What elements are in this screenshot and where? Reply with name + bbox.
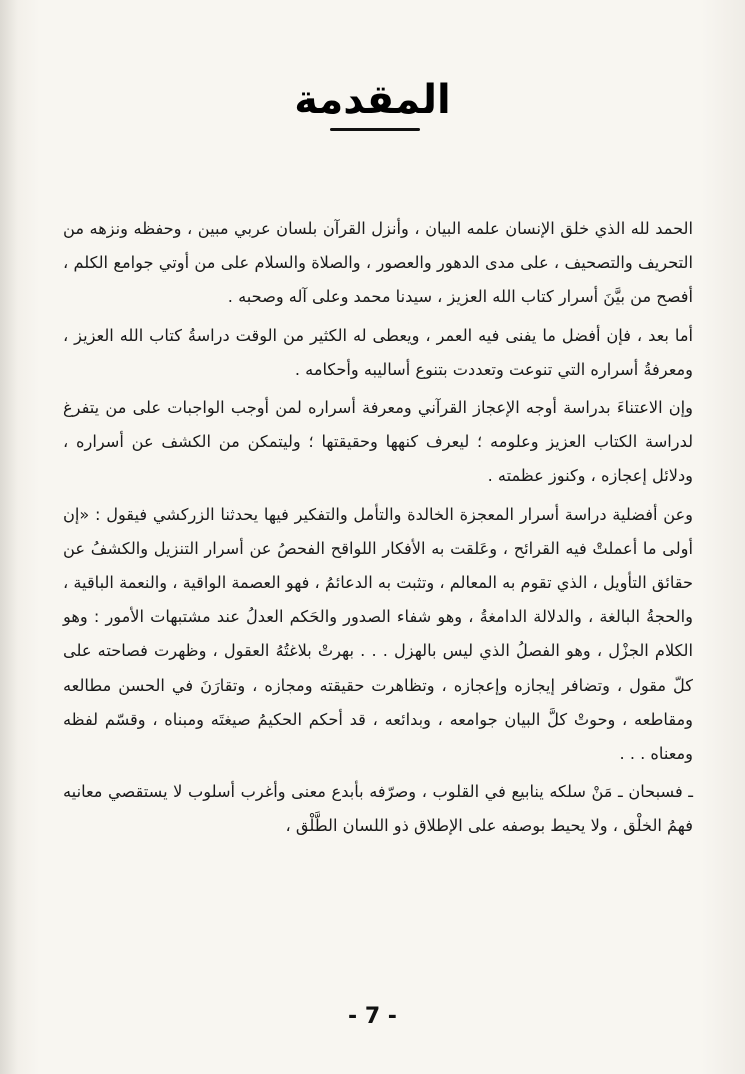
title-underline	[330, 128, 420, 131]
body-text	[63, 212, 693, 844]
paragraph-amma-baad: أما بعد ، فإن أفضل ما يفنى فيه العمر ، ويعطى له الكثير من الوقت دراسةُ كتاب الله العزيز ، ومعرفةُ أسراره التي تنوعت وتعددت بتنوع أساليبه وأحكامه .	[63, 325, 693, 379]
paragraph-ijaz: وإن الاعتناءَ بدراسة أوجه الإعجاز القرآني ومعرفة أسراره لمن أوجب الواجبات على من يتفرغ لدراسة الكتاب العزيز وعلومه ؛ ليعرف كنهها وحقيقتها ؛ وليتمكن من الكشف عن أسراره ، ودلائل إعجازه ، وكنوز عظمته .	[63, 398, 693, 486]
page-number: - 7 -	[348, 1004, 397, 1029]
paragraph-introduction: الحمد لله الذي خلق الإنسان علمه البيان ، وأنزل القرآن بلسان عربي مبين ، وحفظه ونزهه من التحريف والتصحيف ، على مدى الدهور والعصور ، والصلاة والسلام على من أوتي جوامع الكلم ، أفصح من بيَّنَ أسرار كتاب الله العزيز ، سيدنا محمد وعلى آله وصحبه .	[63, 219, 693, 307]
paragraph-zarkashi-quote: وعن أفضلية دراسة أسرار المعجزة الخالدة والتأمل والتفكير فيها يحدثنا الزركشي فيقول : «إن أولى ما أعملتْ فيه القرائح ، وعَلقت به الأفكار اللواقح الفحصُ عن أسرار التنزيل والكشفُ عن حقائق التأويل ، الذي تقوم به المعالم ، وتثبت به الدعائمُ ، فهو العصمة الواقية ، والنعمة الباقية ، والحجةُ البالغة ، والدلالة الدامغةُ ، وهو شفاء الصدور والحَكم العدلُ عند مشتبهات الأمور : وهو الكلام الجزْل ، وهو الفصلُ الذي ليس بالهزل . . . بهرتْ بلاغتُهُ العقول ، وظهرت فصاحته على كلّ مقول ، وتضافر إيجازه وإعجازه ، وتظاهرت حقيقته ومجازه ، وتقارَنَ في الحسن مطالعه ومقاطعه ، وحوتْ كلَّ البيان جوامعه ، وبدائعه ، قد أحكم الحكيمُ صيغتَه ومبناه ، وقسّم لفظه ومعناه . . .	[63, 504, 693, 764]
page-binding-shadow	[0, 0, 18, 1074]
paragraph-subhan: ـ فسبحان ـ مَنْ سلكه ينابيع في القلوب ، وصرّفه بأبدع معنى وأغرب أسلوب لا يستقصي معانيه فهمُ الخلْق ، ولا يحيط بوصفه على الإطلاق ذو اللسان الطَّلْق ،	[63, 782, 693, 836]
page-title: المقدمة	[294, 77, 451, 123]
